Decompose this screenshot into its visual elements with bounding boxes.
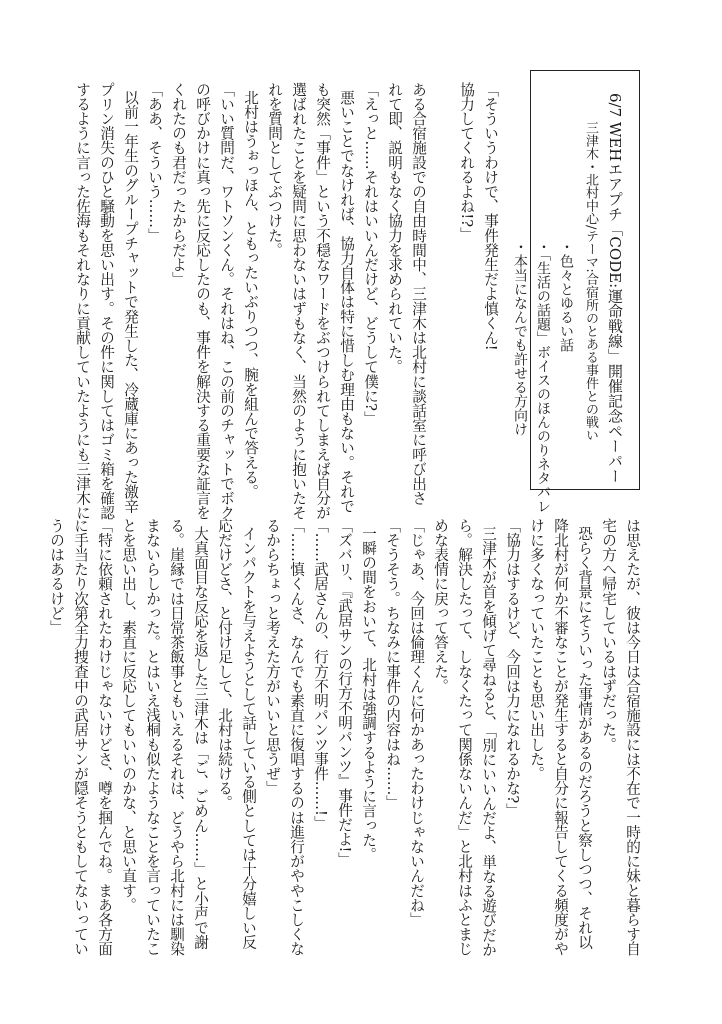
text-line: 応だけどさ、と付け足して、北村は続ける。 bbox=[216, 518, 234, 810]
text-line: るからちょっと考えた方がいいと思うぜ」 bbox=[264, 518, 282, 796]
text-line: 「えっと……それはいいんだけど、どうして僕に?」 bbox=[362, 82, 380, 426]
text-line: は思えたが、彼は今日は合宿施設には不在で一時的に妹と暮らす自 bbox=[624, 518, 642, 956]
text-line: 以前一年生のグループチャットで発生した、冷蔵庫にあった激辛 bbox=[122, 90, 140, 514]
text-line: めな表情に戻って答えた。 bbox=[432, 518, 450, 694]
bullet-item: ・「生活の話題」ボイスのほんのりネタバレ bbox=[535, 240, 551, 513]
text-line: うのはあるけど」 bbox=[48, 518, 66, 635]
paper-title: 6/7 WEHエアプチ「CODE:運命戦線」開催記念ペーパー bbox=[606, 93, 624, 484]
text-line: インパクトを与えようとして話している側としては十分嬉しい反 bbox=[240, 526, 258, 950]
text-line: 「特に依頼されたわけじゃないけどさ、噂を掴んでね。まあ各方面 bbox=[96, 518, 114, 956]
text-line: 三津木が首を傾げて尋ねると、「別にいいんだよ、単なる遊びだか bbox=[480, 526, 498, 957]
text-line: 降北村が何か不審なことが発生すると自分に報告してくる頻度がや bbox=[552, 518, 570, 956]
text-line: 大真面目な反応を返した三津木は「ご、ごめん……」と小声で謝 bbox=[192, 526, 210, 950]
bullet-item: ・色々とゆるい話 bbox=[558, 240, 574, 352]
bullet-item: ・本当になんでも許せる方向け bbox=[512, 240, 528, 436]
text-line: 悪いことでなければ、協力自体は特に惜しむ理由もない。それで bbox=[338, 90, 356, 514]
text-line: 宅の方へ帰宅しているはずだった。 bbox=[600, 518, 618, 752]
text-line: も突然「事件」という不穏なワードをぶつけられてしまえば自分が bbox=[314, 82, 332, 520]
text-line: 「そういうわけで、事件発生だよ慎くん! bbox=[482, 82, 500, 351]
text-line: 「じゃあ、今回は倫理くんに何かあったわけじゃないんだね」 bbox=[408, 518, 426, 927]
text-line: 「ああ、そういう……」 bbox=[146, 82, 164, 243]
text-line: れを質問としてぶつけた。 bbox=[266, 82, 284, 258]
text-line: 恐らく背景にそういった事情があるのだろうと察しつつ、それ以 bbox=[576, 526, 594, 950]
text-line: けに多くなっていたことも思い出した。 bbox=[528, 518, 546, 781]
paper-subtitle: 三津木・北村中心/テーマ:合宿所のとある事件との戦い bbox=[583, 121, 598, 442]
text-line: プリン消失のひと騒動を思い出す。その件に関してはゴミ箱を確認 bbox=[98, 82, 116, 520]
text-line: 「ズバリ、『武居サンの行方不明パンツ』事件だよ!」 bbox=[336, 518, 354, 867]
text-line: 選ばれたことを疑問に思わないはずもなく、当然のように抱いたそ bbox=[290, 82, 308, 520]
text-line: る。崖縁では日常茶飯事ともいえるそれは、どうやら北村には馴染 bbox=[168, 518, 186, 956]
text-line: まないらしかった。とはいえ浅桐も似たようなことを言っていたこ bbox=[144, 518, 162, 956]
text-line: の呼びかけに真っ先に反応したのも、事件を解決する重要な証言を bbox=[194, 82, 212, 520]
text-line: 一瞬の間をおいて、北村は強調するように言った。 bbox=[360, 526, 378, 862]
text-line: 北村はうぉっほん、ともったいぶりつつ、腕を組んで答える。 bbox=[242, 90, 260, 499]
text-line: 協力してくれるよね!?」 bbox=[458, 82, 476, 242]
text-line: 「協力はするけど、今回は力になれるかな?」 bbox=[504, 518, 522, 818]
text-line: くれたのも君だったからだよ」 bbox=[170, 82, 188, 287]
text-line: ある合宿施設での自由時間中、三津木は北村に談話室に呼び出さ bbox=[410, 82, 428, 506]
text-line: 「……武居さんの、行方不明パンツ事件……!」 bbox=[312, 518, 330, 831]
text-line: とを思い出し、素直に反応してもいいのかな、と思い直す。 bbox=[120, 518, 138, 913]
text-line: するように言った佐海もそれなりに貢献していたようにも三津木に bbox=[74, 82, 92, 520]
text-line: に手当たり次第全力捜査中の武居サンが隠そうともしてないってい bbox=[72, 518, 90, 956]
text-line: れて即、説明もなく協力を求められていた。 bbox=[386, 82, 404, 374]
text-line: 「いい質問だ、ワトソンくん。それはね、この前のチャットでボク bbox=[218, 82, 236, 520]
text-line: 「そうそう。ちなみに事件の内容はね……」 bbox=[384, 518, 402, 810]
text-line: ら。解決したって、しなくたって関係ないんだ」と北村はふとまじ bbox=[456, 518, 474, 956]
text-line: 「……慎くんさ、なんでも素直に復唱するのは進行がややこしくな bbox=[288, 518, 306, 956]
